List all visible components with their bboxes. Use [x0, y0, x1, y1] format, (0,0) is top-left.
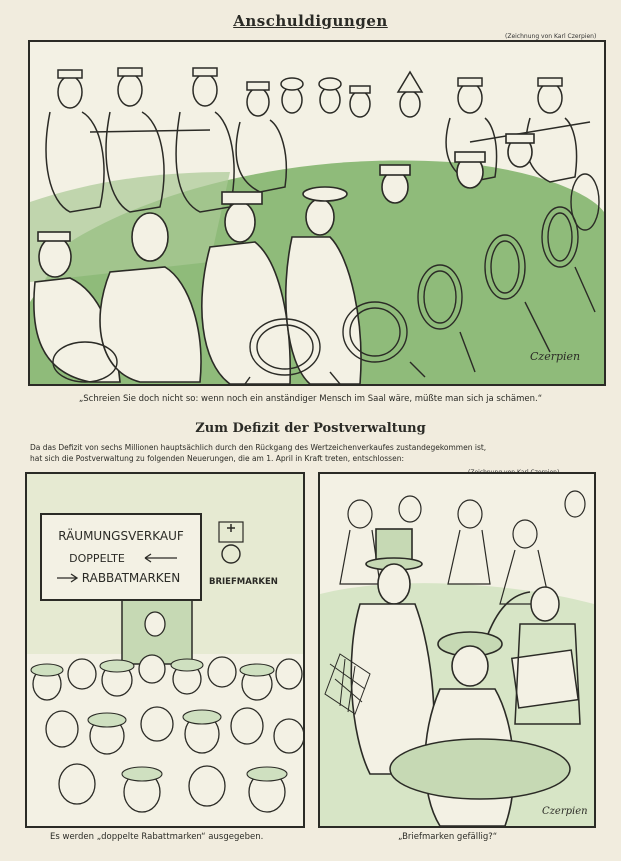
signature-right: Czerpien: [542, 806, 588, 817]
intro-line-2: hat sich die Postverwaltung zu folgenden Neuerungen, die am 1. April in Kraft treten, entschlossen:: [30, 454, 404, 463]
caption-top: „Schreien Sie doch nicht so: wenn noch ein anständiger Mensch im Saal wäre, müßte man sich ja schämen.“: [78, 394, 543, 404]
post-office-illustration: [27, 474, 303, 826]
cafe-illustration: [320, 474, 594, 826]
parliament-illustration: [30, 42, 604, 384]
cartoon-panel-top: [28, 40, 606, 386]
caption-right: „Briefmarken gefällig?“: [398, 832, 498, 842]
intro-line-1: Da das Defizit von sechs Millionen hauptsächlich durch den Rückgang des Wertzeichenverkaufes zustandegekommen ist,: [30, 443, 487, 452]
cartoon-panel-left: [25, 472, 305, 828]
sign-side: BRIEFMARKEN: [209, 577, 278, 587]
cartoon-panel-right: [318, 472, 596, 828]
signature-top: Czerpien: [530, 350, 581, 363]
sign-line-1: RÄUMUNGSVERKAUF: [58, 529, 184, 543]
credit-top: (Zeichnung von Karl Czerpien): [505, 33, 597, 40]
intro-text: [30, 442, 595, 464]
caption-left: Es werden „doppelte Rabattmarken“ ausgegeben.: [50, 832, 264, 842]
sign-line-3: RABBATMARKEN: [81, 571, 181, 585]
cartoon-title-middle: Zum Defizit der Postverwaltung: [195, 421, 426, 436]
cartoon-title-top: Anschuldigungen: [233, 12, 388, 30]
sign-line-2: DOPPELTE: [69, 552, 125, 565]
